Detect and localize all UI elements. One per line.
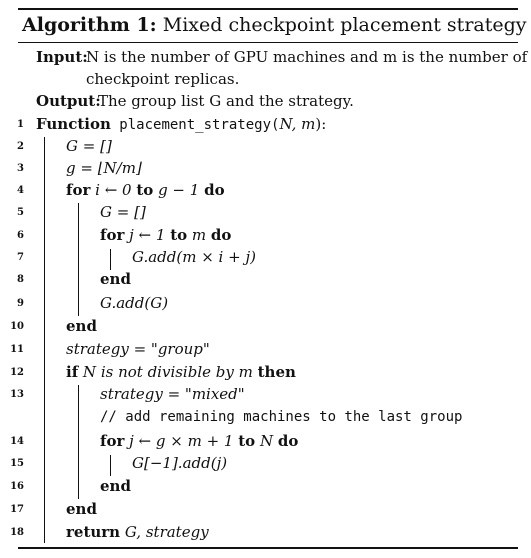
input-text-cont: checkpoint replicas. — [86, 70, 240, 88]
code-text: G.add(m × i + j) — [132, 248, 256, 266]
line-number: 15 — [10, 458, 24, 469]
code-line-17 — [0, 498, 531, 521]
code-text: end — [100, 270, 131, 288]
output-label: Output: — [36, 92, 101, 110]
line-number: 2 — [17, 141, 24, 152]
code-text: end — [66, 500, 97, 518]
code-text: end — [66, 317, 97, 335]
code-line-18 — [0, 521, 531, 544]
code-line-13 — [0, 383, 531, 406]
title-rule — [18, 42, 518, 43]
function-block-bar — [44, 137, 45, 543]
line-number: 5 — [17, 207, 24, 218]
algorithm-title — [22, 12, 527, 38]
for-block-bar — [78, 203, 79, 316]
code-line-8 — [0, 268, 531, 291]
line-number: 17 — [10, 504, 24, 515]
line-number: 14 — [10, 436, 24, 447]
line-number: 6 — [17, 230, 24, 241]
comment-text: // add remaining machines to the last group — [100, 409, 463, 425]
code-line-9 — [0, 292, 531, 315]
line-number: 10 — [10, 321, 24, 332]
code-text: G = [] — [66, 137, 112, 155]
code-text: G.add(G) — [100, 294, 169, 312]
inner-for-block-bar — [110, 249, 111, 270]
code-text: G[−1].add(j) — [132, 454, 228, 472]
line-number: 13 — [10, 389, 24, 400]
line-number: 8 — [17, 274, 24, 285]
code-text: g = ⌊N/m⌋ — [66, 159, 142, 177]
code-text: strategy = "group" — [66, 340, 210, 358]
code-line-15 — [0, 452, 531, 475]
if-block-bar — [78, 385, 79, 499]
output-text: The group list G and the strategy. — [98, 92, 354, 110]
code-comment — [0, 406, 531, 429]
line-number: 3 — [17, 163, 24, 174]
code-line-1 — [0, 113, 531, 136]
code-line-6 — [0, 224, 531, 247]
line-number: 9 — [17, 298, 24, 309]
line-number: 18 — [10, 527, 24, 538]
code-text: for j ← g × m + 1 to N do — [100, 432, 299, 450]
code-line-2 — [0, 135, 531, 158]
bottom-rule — [18, 547, 518, 549]
code-line-4 — [0, 179, 531, 202]
code-line-12 — [0, 361, 531, 384]
code-line-7 — [0, 246, 531, 269]
code-text: for i ← 0 to g − 1 do — [66, 181, 225, 199]
code-line-3 — [0, 157, 531, 180]
input-label: Input: — [36, 48, 88, 66]
line-number: 16 — [10, 481, 24, 492]
code-text: return G, strategy — [66, 523, 209, 541]
code-line-16 — [0, 475, 531, 498]
output-line — [0, 90, 531, 113]
line-number: 1 — [17, 119, 24, 130]
code-text: strategy = "mixed" — [100, 385, 245, 403]
code-line-14 — [0, 430, 531, 453]
algorithm-number: Algorithm 1: — [22, 14, 157, 36]
input-line-cont — [0, 68, 531, 91]
code-text: end — [100, 477, 131, 495]
top-rule — [18, 8, 518, 10]
code-text: Function placement_strategy(N, m): — [36, 115, 327, 133]
input-line — [0, 46, 531, 69]
code-text: for j ← 1 to m do — [100, 226, 232, 244]
line-number: 4 — [17, 185, 24, 196]
inner-for2-block-bar — [110, 455, 111, 476]
code-line-10 — [0, 315, 531, 338]
line-number: 11 — [10, 344, 24, 355]
line-number: 7 — [17, 252, 24, 263]
code-text: G = [] — [100, 203, 146, 221]
line-number: 12 — [10, 367, 24, 378]
code-line-11 — [0, 338, 531, 361]
code-text: if N is not divisible by m then — [66, 363, 296, 381]
input-text: N is the number of GPU machines and m is the number of — [86, 48, 528, 66]
code-line-5 — [0, 201, 531, 224]
algorithm-name: Mixed checkpoint placement strategy — [162, 14, 527, 36]
